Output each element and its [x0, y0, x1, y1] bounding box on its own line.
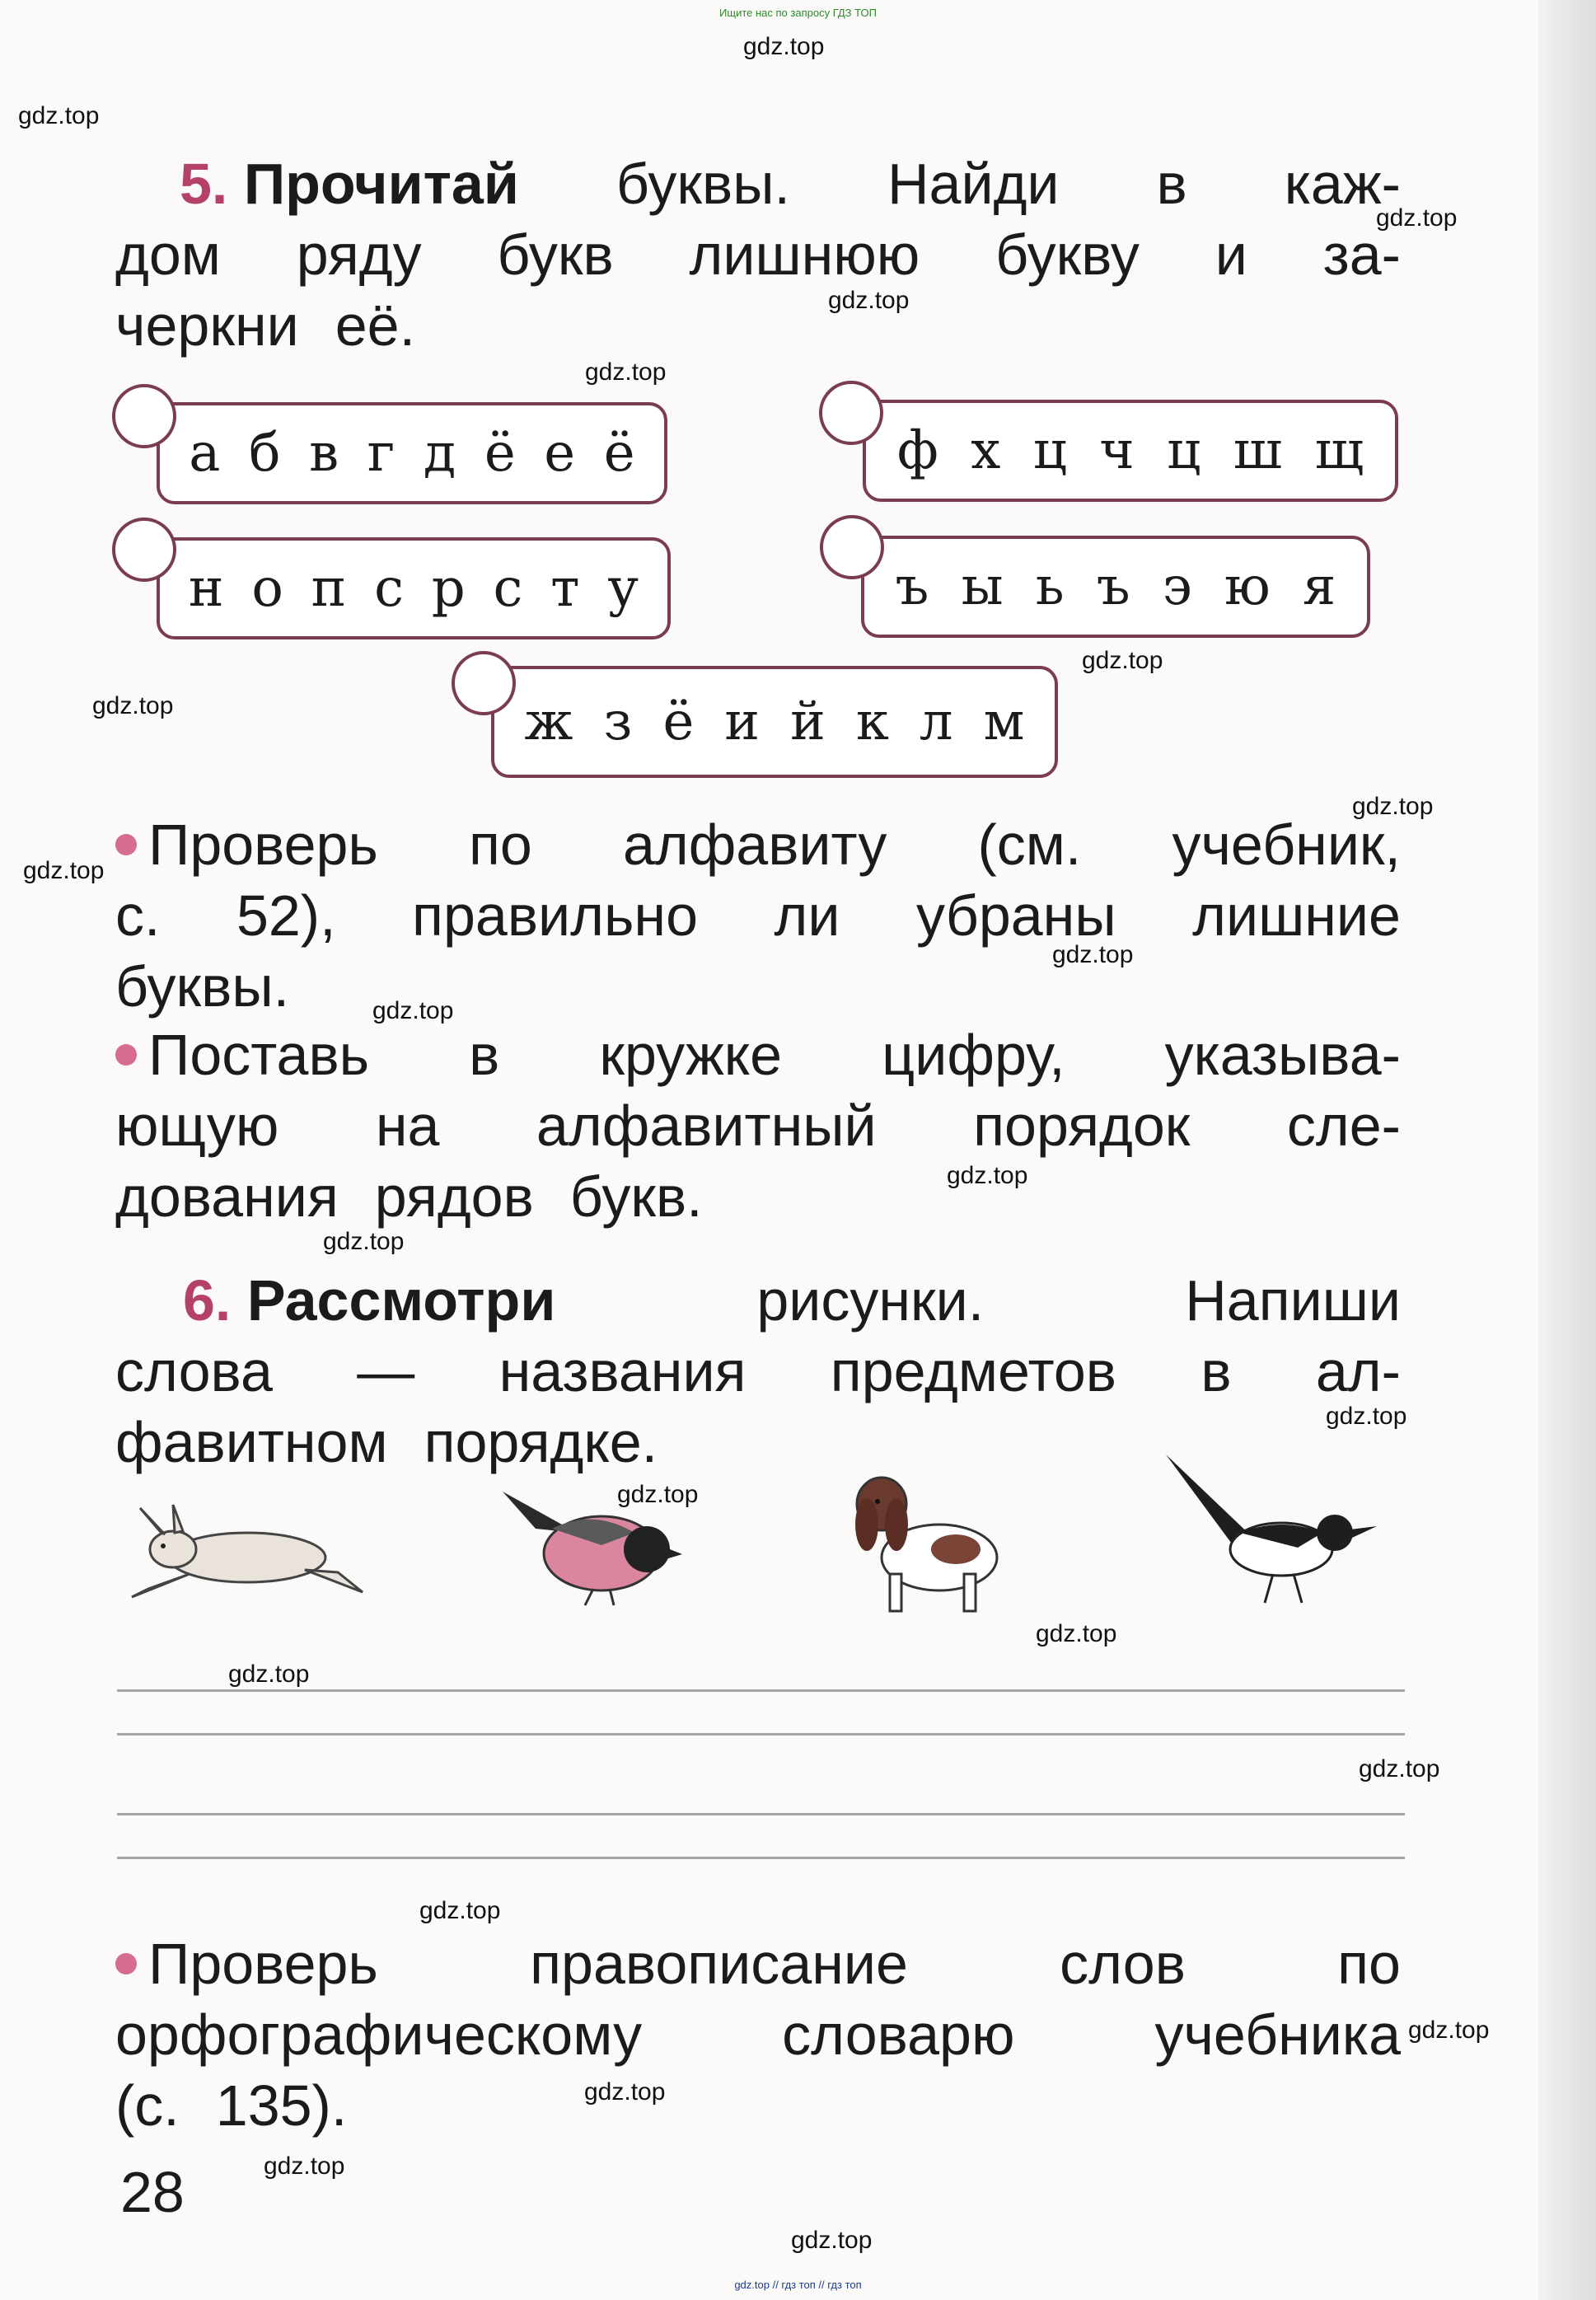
word: Найди [887, 152, 1060, 216]
text-line [115, 290, 1401, 361]
letter[interactable]: ё [662, 691, 695, 752]
letter[interactable]: ч [1099, 420, 1135, 481]
letter[interactable]: с [374, 558, 404, 619]
hare-picture [124, 1500, 371, 1607]
word: убраны [915, 883, 1116, 948]
dog-picture [840, 1467, 1005, 1619]
word: ряду [296, 223, 422, 287]
text-line [115, 951, 1401, 1022]
exercise-heading [183, 1265, 555, 1336]
word: дом [115, 223, 221, 287]
word: алфавитный [536, 1094, 877, 1158]
text-line [115, 1336, 1401, 1407]
order-number-circle[interactable] [112, 518, 176, 582]
word: словарю [782, 2003, 1015, 2067]
watermark: gdz.top [828, 287, 910, 314]
writing-line[interactable] [117, 1813, 1405, 1815]
bullet-1-text [115, 809, 1401, 1022]
letter[interactable]: л [919, 691, 953, 752]
word: в [1201, 1339, 1232, 1403]
bullet-icon [115, 834, 137, 855]
letter-row-box [157, 402, 667, 504]
text-line [115, 1928, 1401, 1999]
word: названия [498, 1339, 747, 1403]
watermark: gdz.top [617, 1481, 699, 1508]
letter[interactable]: у [607, 558, 639, 619]
watermark: gdz.top [419, 1897, 501, 1924]
bullet-icon [115, 1044, 137, 1066]
top-watermark: Ищите нас по запросу ГДЗ ТОП [719, 7, 877, 19]
watermark: gdz.top [372, 997, 454, 1024]
word: учебника [1154, 2003, 1401, 2067]
word: букву [995, 223, 1140, 287]
text-line [115, 1090, 1401, 1161]
word: указыва- [1164, 1023, 1401, 1087]
word: фавитном [115, 1410, 388, 1474]
order-number-circle[interactable] [819, 381, 883, 445]
exercise-heading [180, 148, 519, 219]
letter[interactable]: х [971, 420, 1001, 481]
page-number: 28 [120, 2160, 185, 2224]
word: учебник, [1172, 813, 1401, 877]
word: Проверь [148, 813, 378, 877]
word: черкни [115, 293, 299, 358]
word: (см. [977, 813, 1082, 877]
letter[interactable]: щ [1314, 420, 1364, 481]
text-line [115, 148, 1401, 219]
watermark: gdz.top [584, 2078, 666, 2106]
word: по [469, 813, 532, 877]
word: Поставь [148, 1023, 370, 1087]
page-edge-shadow [1538, 0, 1596, 2300]
watermark: gdz.top [1082, 647, 1163, 674]
word: порядке. [424, 1410, 658, 1474]
letter[interactable]: н [188, 558, 224, 619]
word: по [1337, 1932, 1401, 1996]
watermark: gdz.top [228, 1661, 310, 1688]
letter[interactable]: ё [484, 423, 516, 484]
watermark: gdz.top [585, 358, 667, 386]
letter[interactable]: ы [961, 556, 1004, 617]
text-line [115, 2070, 1401, 2141]
word: — [357, 1339, 415, 1403]
exercise-number: 5. [180, 152, 228, 216]
watermark: gdz.top [1052, 941, 1134, 968]
bottom-watermark: gdz.top // гдз топ // гдз топ [734, 2279, 862, 2291]
word: в [1156, 152, 1187, 216]
bullet-3-text [115, 1928, 1401, 2141]
letter[interactable]: ю [1224, 556, 1271, 617]
letter[interactable]: ж [524, 691, 573, 752]
word: ющую [115, 1094, 279, 1158]
word: рядов [374, 1164, 534, 1229]
order-number-circle[interactable] [820, 515, 884, 579]
watermark: gdz.top [947, 1162, 1028, 1189]
letter[interactable]: з [603, 691, 633, 752]
writing-line[interactable] [117, 1857, 1405, 1859]
word: в [469, 1023, 500, 1087]
watermark: gdz.top [1376, 204, 1458, 232]
letter[interactable]: ё [603, 423, 635, 484]
word: лишнюю [689, 223, 920, 287]
order-number-circle[interactable] [452, 651, 516, 715]
word: правильно [412, 883, 699, 948]
watermark: gdz.top [1408, 2017, 1490, 2044]
letter[interactable]: с [493, 558, 523, 619]
text-line [115, 219, 1401, 290]
word: кружке [599, 1023, 783, 1087]
word: каж- [1284, 152, 1401, 216]
bullet-item [115, 809, 378, 880]
watermark: gdz.top [323, 1228, 405, 1255]
order-number-circle[interactable] [112, 384, 176, 448]
letter-row-box [157, 537, 671, 639]
watermark: gdz.top [1359, 1755, 1440, 1782]
letter[interactable]: я [1302, 556, 1336, 617]
text-line [115, 1019, 1401, 1090]
watermark: gdz.top [18, 102, 100, 129]
text-line [115, 1265, 1401, 1336]
letter[interactable]: д [423, 423, 456, 484]
letter-row-box [863, 400, 1398, 502]
word: букв. [569, 1164, 703, 1229]
word: порядок [973, 1094, 1191, 1158]
word: слов [1060, 1932, 1186, 1996]
letter[interactable]: ъ [895, 556, 929, 617]
letter[interactable]: ъ [1096, 556, 1130, 617]
word: дования [115, 1164, 339, 1229]
word: орфографическому [115, 2003, 643, 2067]
letter[interactable]: б [249, 423, 281, 484]
exercise-6-text [115, 1265, 1401, 1478]
watermark: gdz.top [92, 692, 174, 719]
letter[interactable]: ш [1233, 420, 1283, 481]
word: ал- [1315, 1339, 1401, 1403]
letter[interactable]: е [544, 423, 576, 484]
word: Напиши [1185, 1268, 1401, 1333]
exercise-number: 6. [183, 1268, 232, 1333]
word: правописание [530, 1932, 908, 1996]
exercise-verb: Прочитай [243, 152, 519, 216]
letter-row-box [491, 666, 1058, 778]
word: 135). [215, 2073, 348, 2138]
text-line [115, 1161, 1401, 1232]
letter[interactable]: й [790, 691, 826, 752]
word: и [1215, 223, 1247, 287]
letter[interactable]: п [311, 558, 347, 619]
letter[interactable]: ф [896, 420, 938, 481]
word: цифру, [882, 1023, 1065, 1087]
word: на [375, 1094, 440, 1158]
text-line [115, 809, 1401, 880]
word: за- [1322, 223, 1401, 287]
letter[interactable]: э [1162, 556, 1192, 617]
letter[interactable]: г [367, 423, 395, 484]
word: рисунки. [756, 1268, 985, 1333]
letter-row-box [861, 536, 1370, 638]
letter[interactable]: к [855, 691, 889, 752]
word: слова [115, 1339, 273, 1403]
text-line [115, 1999, 1401, 2070]
watermark: gdz.top [1352, 793, 1434, 820]
letter[interactable]: в [309, 423, 339, 484]
bullet-item [115, 1928, 378, 1999]
watermark: gdz.top [1326, 1403, 1407, 1430]
word: лишние [1192, 883, 1401, 948]
word: букв [497, 223, 614, 287]
letter[interactable]: о [251, 558, 283, 619]
letter[interactable]: ц [1167, 420, 1201, 481]
word: (с. [115, 2073, 180, 2138]
bullfinch-picture [503, 1483, 684, 1607]
bullet-2-text [115, 1019, 1401, 1232]
letter[interactable]: т [550, 558, 580, 619]
bullet-icon [115, 1953, 137, 1974]
writing-line[interactable] [117, 1733, 1405, 1736]
letter[interactable]: ц [1032, 420, 1067, 481]
word: ли [774, 883, 840, 948]
word: буквы. [615, 152, 790, 216]
word: 52), [236, 883, 336, 948]
exercise-verb: Рассмотри [246, 1268, 556, 1333]
letter[interactable]: и [724, 691, 761, 752]
exercise-5-text [115, 148, 1401, 361]
word: с. [115, 883, 161, 948]
watermark: gdz.top [264, 2152, 345, 2180]
word: предметов [830, 1339, 1116, 1403]
word: Проверь [148, 1932, 378, 1996]
watermark: gdz.top [791, 2227, 873, 2254]
magpie-picture [1158, 1450, 1380, 1607]
writing-line[interactable] [117, 1689, 1405, 1692]
letter[interactable]: а [189, 423, 221, 484]
letter[interactable]: р [431, 558, 466, 619]
text-line [115, 880, 1401, 951]
word: буквы. [115, 954, 290, 1019]
bullet-item [115, 1019, 369, 1090]
watermark: gdz.top [743, 33, 825, 60]
word: сле- [1286, 1094, 1401, 1158]
letter[interactable]: ь [1035, 556, 1065, 617]
word: алфавиту [622, 813, 887, 877]
watermark: gdz.top [1036, 1620, 1117, 1647]
watermark: gdz.top [23, 857, 105, 884]
letter[interactable]: м [983, 691, 1025, 752]
word: её. [335, 293, 416, 358]
